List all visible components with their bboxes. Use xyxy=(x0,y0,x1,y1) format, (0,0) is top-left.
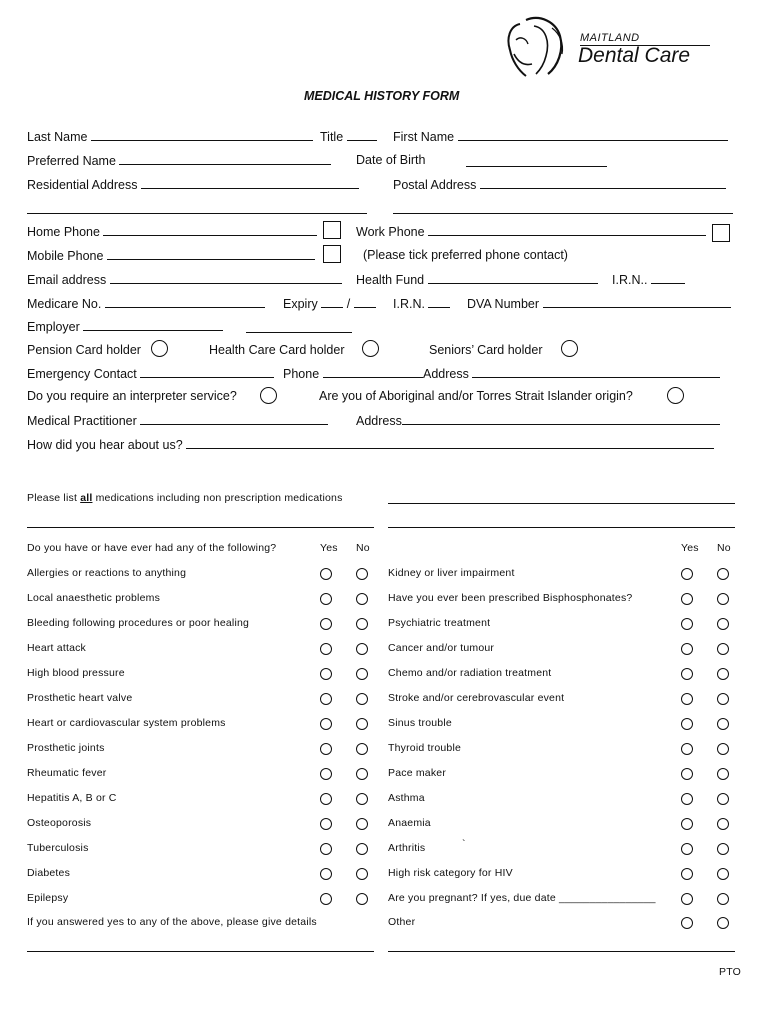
condition-no-radio[interactable] xyxy=(356,818,368,830)
work-phone-checkbox[interactable] xyxy=(712,224,730,242)
condition-label-right: Stroke and/or cerebrovascular event xyxy=(388,692,565,704)
condition-yes-radio[interactable] xyxy=(681,868,693,880)
condition-yes-radio[interactable] xyxy=(681,743,693,755)
last-name-field[interactable] xyxy=(91,129,313,141)
condition-yes-radio[interactable] xyxy=(320,893,332,905)
mobile-phone-label: Mobile Phone xyxy=(27,249,104,263)
medicare-field[interactable] xyxy=(105,296,265,308)
details-line[interactable] xyxy=(27,951,374,952)
work-phone-label: Work Phone xyxy=(356,225,425,239)
expiry-separator: / xyxy=(346,297,351,311)
condition-yes-radio[interactable] xyxy=(320,843,332,855)
medications-line-2[interactable] xyxy=(27,527,374,528)
other-label: Other xyxy=(388,916,416,928)
seniors-label: Seniors’ Card holder xyxy=(429,343,543,357)
medications-line-3[interactable] xyxy=(388,527,735,528)
yes-header-right: Yes xyxy=(681,542,699,554)
brand-name-small: MAITLAND xyxy=(580,32,640,44)
condition-yes-radio[interactable] xyxy=(681,568,693,580)
condition-label-right: Cancer and/or tumour xyxy=(388,642,495,654)
irn-field[interactable] xyxy=(428,296,450,308)
conditions-question: Do you have or have ever had any of the following? xyxy=(27,542,277,554)
condition-no-radio[interactable] xyxy=(717,793,729,805)
medications-label: Please list all medications including non prescription medications xyxy=(27,492,343,504)
condition-label-left: Allergies or reactions to anything xyxy=(27,567,187,579)
condition-no-radio[interactable] xyxy=(356,793,368,805)
other-line[interactable] xyxy=(388,951,735,952)
health-care-radio[interactable] xyxy=(362,340,379,357)
home-phone-label: Home Phone xyxy=(27,225,100,239)
condition-yes-radio[interactable] xyxy=(320,768,332,780)
no-header-left: No xyxy=(356,542,370,554)
condition-yes-radio[interactable] xyxy=(681,768,693,780)
expiry-label: Expiry xyxy=(283,297,318,311)
seniors-radio[interactable] xyxy=(561,340,578,357)
email-field[interactable] xyxy=(110,272,342,284)
dob-label: Date of Birth xyxy=(356,153,426,167)
irn-dots-label: I.R.N.. xyxy=(612,273,648,287)
logo xyxy=(500,14,715,84)
condition-label-right: Pace maker xyxy=(388,767,447,779)
medical-practitioner-label: Medical Practitioner xyxy=(27,414,137,428)
condition-no-radio[interactable] xyxy=(356,718,368,730)
condition-yes-radio[interactable] xyxy=(320,693,332,705)
condition-label-right: Kidney or liver impairment xyxy=(388,567,515,579)
condition-label-right: High risk category for HIV xyxy=(388,867,513,879)
mobile-phone-field[interactable] xyxy=(107,248,315,260)
expiry-month-field[interactable] xyxy=(321,296,343,308)
medicare-label: Medicare No. xyxy=(27,297,102,311)
condition-label-left: High blood pressure xyxy=(27,667,125,679)
stray-mark: ` xyxy=(462,838,466,850)
condition-no-radio[interactable] xyxy=(356,768,368,780)
condition-yes-radio[interactable] xyxy=(681,618,693,630)
postal-address-label: Postal Address xyxy=(393,178,477,192)
condition-no-radio[interactable] xyxy=(356,693,368,705)
title-label: Title xyxy=(320,130,344,144)
emergency-address-field[interactable] xyxy=(472,366,720,378)
dva-field[interactable] xyxy=(543,296,731,308)
condition-no-radio[interactable] xyxy=(717,743,729,755)
interpreter-label: Do you require an interpreter service? xyxy=(27,389,237,403)
employer-label: Employer xyxy=(27,320,80,334)
home-phone-checkbox[interactable] xyxy=(323,221,341,239)
condition-no-radio[interactable] xyxy=(717,768,729,780)
practitioner-address-field[interactable] xyxy=(402,413,720,425)
condition-label-left: Epilepsy xyxy=(27,892,69,904)
condition-yes-radio[interactable] xyxy=(681,818,693,830)
home-phone-field[interactable] xyxy=(103,224,317,236)
condition-label-right: Psychiatric treatment xyxy=(388,617,491,629)
condition-label-right: Arthritis xyxy=(388,842,426,854)
employer-field[interactable] xyxy=(83,319,223,331)
hear-about-label: How did you hear about us? xyxy=(27,438,183,452)
first-name-field[interactable] xyxy=(458,129,728,141)
mobile-phone-checkbox[interactable] xyxy=(323,245,341,263)
email-label: Email address xyxy=(27,273,107,287)
condition-yes-radio[interactable] xyxy=(320,668,332,680)
condition-yes-radio[interactable] xyxy=(681,668,693,680)
condition-label-left: Prosthetic joints xyxy=(27,742,105,754)
postal-address-line2[interactable] xyxy=(393,213,733,214)
details-label: If you answered yes to any of the above, please give details xyxy=(27,916,317,928)
condition-yes-radio[interactable] xyxy=(320,868,332,880)
condition-yes-radio[interactable] xyxy=(681,893,693,905)
condition-no-radio[interactable] xyxy=(717,568,729,580)
condition-label-left: Hepatitis A, B or C xyxy=(27,792,117,804)
condition-label-right: Are you pregnant? If yes, due date ________________ xyxy=(388,892,656,904)
form-title: MEDICAL HISTORY FORM xyxy=(304,89,460,103)
pto-label: PTO xyxy=(719,966,741,978)
condition-label-right: Have you ever been prescribed Bisphosphonates? xyxy=(388,592,633,604)
residential-address-label: Residential Address xyxy=(27,178,138,192)
irn-label: I.R.N. xyxy=(393,297,425,311)
brand-name-large: Dental Care xyxy=(578,44,691,67)
condition-label-left: Tuberculosis xyxy=(27,842,89,854)
condition-no-radio[interactable] xyxy=(356,593,368,605)
condition-label-left: Local anaesthetic problems xyxy=(27,592,161,604)
condition-label-left: Heart or cardiovascular system problems xyxy=(27,717,226,729)
condition-yes-radio[interactable] xyxy=(681,693,693,705)
condition-label-left: Rheumatic fever xyxy=(27,767,107,779)
emergency-address-label: Address xyxy=(423,367,469,381)
condition-label-right: Anaemia xyxy=(388,817,431,829)
aboriginal-label: Are you of Aboriginal and/or Torres Strait Islander origin? xyxy=(319,389,633,403)
condition-yes-radio[interactable] xyxy=(320,793,332,805)
phone-note: (Please tick preferred phone contact) xyxy=(363,248,568,262)
postal-address-field[interactable] xyxy=(480,177,726,189)
work-phone-field[interactable] xyxy=(428,224,706,236)
health-fund-label: Health Fund xyxy=(356,273,425,287)
condition-yes-radio[interactable] xyxy=(320,568,332,580)
condition-yes-radio[interactable] xyxy=(320,818,332,830)
condition-no-radio[interactable] xyxy=(717,843,729,855)
yes-header-left: Yes xyxy=(320,542,338,554)
other-no-radio[interactable] xyxy=(717,917,729,929)
condition-yes-radio[interactable] xyxy=(320,618,332,630)
condition-yes-radio[interactable] xyxy=(320,593,332,605)
condition-no-radio[interactable] xyxy=(717,618,729,630)
logo-tooth-icon xyxy=(500,14,572,80)
condition-label-right: Chemo and/or radiation treatment xyxy=(388,667,552,679)
practitioner-address-label: Address xyxy=(356,414,402,428)
condition-yes-radio[interactable] xyxy=(681,843,693,855)
condition-yes-radio[interactable] xyxy=(320,743,332,755)
condition-no-radio[interactable] xyxy=(717,593,729,605)
condition-label-left: Prosthetic heart valve xyxy=(27,692,133,704)
other-yes-radio[interactable] xyxy=(681,917,693,929)
residential-address-field[interactable] xyxy=(141,177,359,189)
health-care-label: Health Care Card holder xyxy=(209,343,345,357)
condition-label-left: Heart attack xyxy=(27,642,87,654)
title-field[interactable] xyxy=(347,129,377,141)
expiry-year-field[interactable] xyxy=(354,296,376,308)
medical-practitioner-field[interactable] xyxy=(140,413,328,425)
irn-dots-field[interactable] xyxy=(651,272,685,284)
emergency-phone-field[interactable] xyxy=(323,366,423,378)
employer-field-2[interactable] xyxy=(246,332,352,333)
medications-line-1[interactable] xyxy=(388,503,735,504)
condition-no-radio[interactable] xyxy=(717,668,729,680)
condition-yes-radio[interactable] xyxy=(681,643,693,655)
dva-label: DVA Number xyxy=(467,297,540,311)
condition-no-radio[interactable] xyxy=(356,668,368,680)
preferred-name-field[interactable] xyxy=(119,153,331,165)
condition-no-radio[interactable] xyxy=(356,843,368,855)
no-header-right: No xyxy=(717,542,731,554)
interpreter-radio[interactable] xyxy=(260,387,277,404)
condition-yes-radio[interactable] xyxy=(320,718,332,730)
pension-radio[interactable] xyxy=(151,340,168,357)
emergency-phone-label: Phone xyxy=(283,367,320,381)
condition-no-radio[interactable] xyxy=(717,718,729,730)
condition-no-radio[interactable] xyxy=(356,618,368,630)
condition-no-radio[interactable] xyxy=(356,643,368,655)
dob-field[interactable] xyxy=(466,166,607,167)
condition-yes-radio[interactable] xyxy=(681,593,693,605)
condition-label-left: Bleeding following procedures or poor healing xyxy=(27,617,250,629)
condition-yes-radio[interactable] xyxy=(320,643,332,655)
condition-no-radio[interactable] xyxy=(717,818,729,830)
preferred-name-label: Preferred Name xyxy=(27,154,116,168)
condition-label-left: Diabetes xyxy=(27,867,71,879)
condition-no-radio[interactable] xyxy=(717,893,729,905)
condition-label-left: Osteoporosis xyxy=(27,817,92,829)
health-fund-field[interactable] xyxy=(428,272,598,284)
condition-no-radio[interactable] xyxy=(717,868,729,880)
condition-yes-radio[interactable] xyxy=(681,793,693,805)
condition-no-radio[interactable] xyxy=(356,568,368,580)
emergency-field[interactable] xyxy=(140,366,274,378)
condition-no-radio[interactable] xyxy=(356,868,368,880)
condition-no-radio[interactable] xyxy=(356,743,368,755)
last-name-label: Last Name xyxy=(27,130,88,144)
condition-label-right: Thyroid trouble xyxy=(388,742,462,754)
first-name-label: First Name xyxy=(393,130,455,144)
pension-label: Pension Card holder xyxy=(27,343,141,357)
condition-no-radio[interactable] xyxy=(356,893,368,905)
condition-yes-radio[interactable] xyxy=(681,718,693,730)
condition-no-radio[interactable] xyxy=(717,693,729,705)
condition-no-radio[interactable] xyxy=(717,643,729,655)
aboriginal-radio[interactable] xyxy=(667,387,684,404)
medications-emphasis: all xyxy=(80,492,93,504)
residential-address-line2[interactable] xyxy=(27,213,367,214)
hear-about-field[interactable] xyxy=(186,437,714,449)
condition-label-right: Sinus trouble xyxy=(388,717,452,729)
emergency-label: Emergency Contact xyxy=(27,367,137,381)
condition-label-right: Asthma xyxy=(388,792,425,804)
